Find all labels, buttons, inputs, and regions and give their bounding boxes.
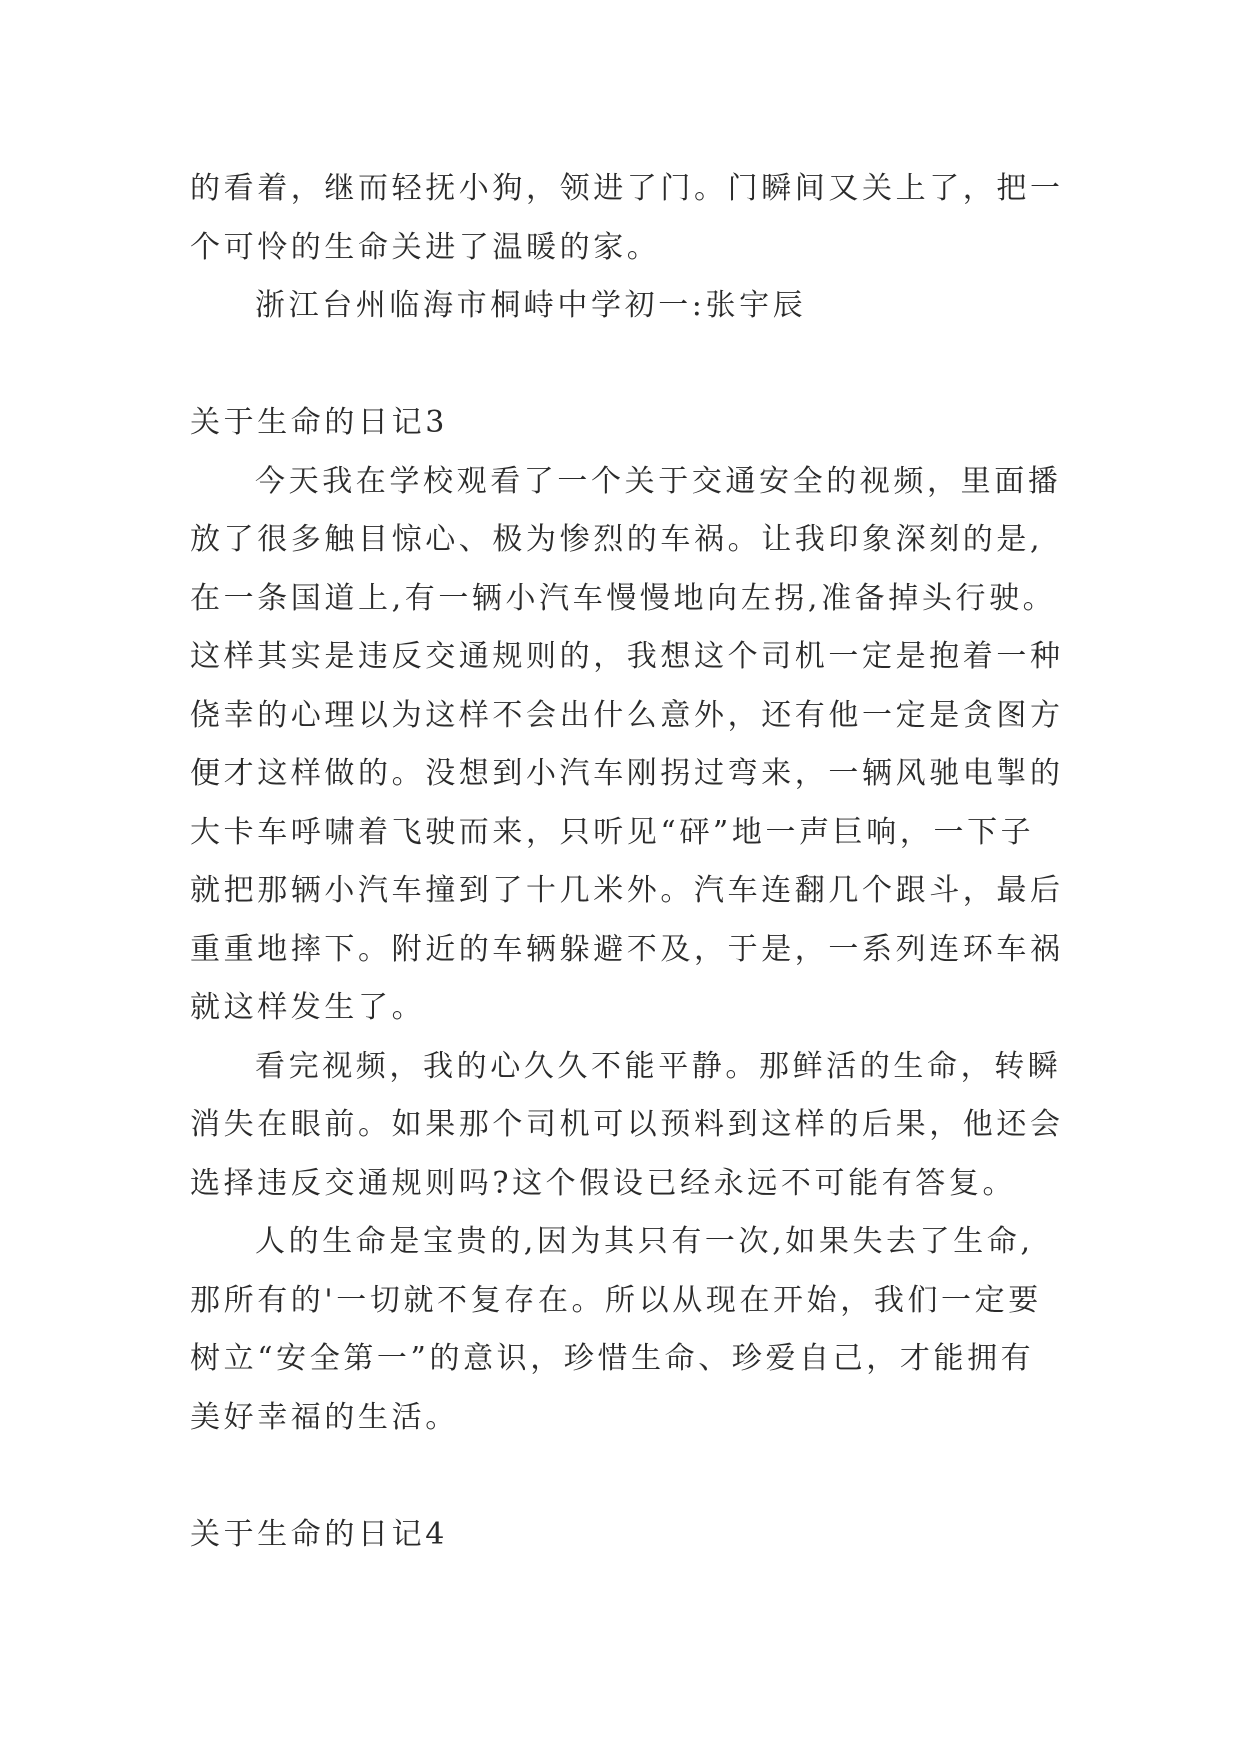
text-line: 重重地摔下。附近的车辆躲避不及，于是，一系列连环车祸: [190, 931, 1064, 967]
text-line: 在一条国道上,有一辆小汽车慢慢地向左拐,准备掉头行驶。: [190, 580, 1057, 616]
intro-paragraph: [190, 160, 1064, 277]
text-line: 就把那辆小汽车撞到了十几米外。汽车连翻几个跟斗，最后: [190, 873, 1064, 908]
text-line: 人的生命是宝贵的,因为其只有一次,如果失去了生命,: [255, 1224, 1034, 1259]
section-spacer: [190, 1447, 1060, 1506]
text-line: 消失在眼前。如果那个司机可以预料到这样的后果，他还会: [190, 1107, 1064, 1142]
section-3-paragraph-2: [190, 1038, 1064, 1214]
text-line: 大卡车呼啸着飞驶而来，只听见“砰”地一声巨响，一下子: [190, 814, 1035, 850]
section-4-title: 关于生命的日记4: [190, 1516, 448, 1552]
text-line: 美好幸福的生活。: [190, 1399, 459, 1435]
text-line: 便才这样做的。没想到小汽车刚拐过弯来，一辆风驰电掣的: [190, 756, 1064, 791]
text-line: 今天我在学校观看了一个关于交通安全的视频，里面播: [255, 463, 1062, 499]
text-line: 的看着，继而轻抚小狗，领进了门。门瞬间又关上了，把一: [190, 171, 1064, 206]
text-line: 放了很多触目惊心、极为惨烈的车祸。让我印象深刻的是,: [190, 522, 1044, 557]
text-line: 选择违反交通规则吗?这个假设已经永远不可能有答复。: [190, 1165, 1017, 1201]
text-line: 侥幸的心理以为这样不会出什么意外，还有他一定是贪图方: [190, 697, 1064, 733]
section-3-paragraph-1: [190, 453, 1064, 1038]
document-body: [190, 160, 1064, 1564]
text-line: 就这样发生了。: [190, 990, 426, 1025]
text-line: 个可怜的生命关进了温暖的家。: [190, 229, 661, 265]
section-spacer: [190, 336, 1060, 395]
text-line: 那所有的'一切就不复存在。所以从现在开始，我们一定要: [190, 1282, 1042, 1318]
text-line: 树立“安全第一”的意识，珍惜生命、珍爱自己，才能拥有: [190, 1341, 1035, 1376]
text-line: 这样其实是违反交通规则的，我想这个司机一定是抱着一种: [190, 639, 1064, 674]
section-3-title: 关于生命的日记3: [190, 405, 448, 440]
text-line: 看完视频，我的心久久不能平静。那鲜活的生命，转瞬: [255, 1048, 1062, 1084]
author-line: 浙江台州临海市桐峙中学初一:张宇辰: [255, 288, 807, 323]
section-3-paragraph-3: [190, 1213, 1060, 1447]
